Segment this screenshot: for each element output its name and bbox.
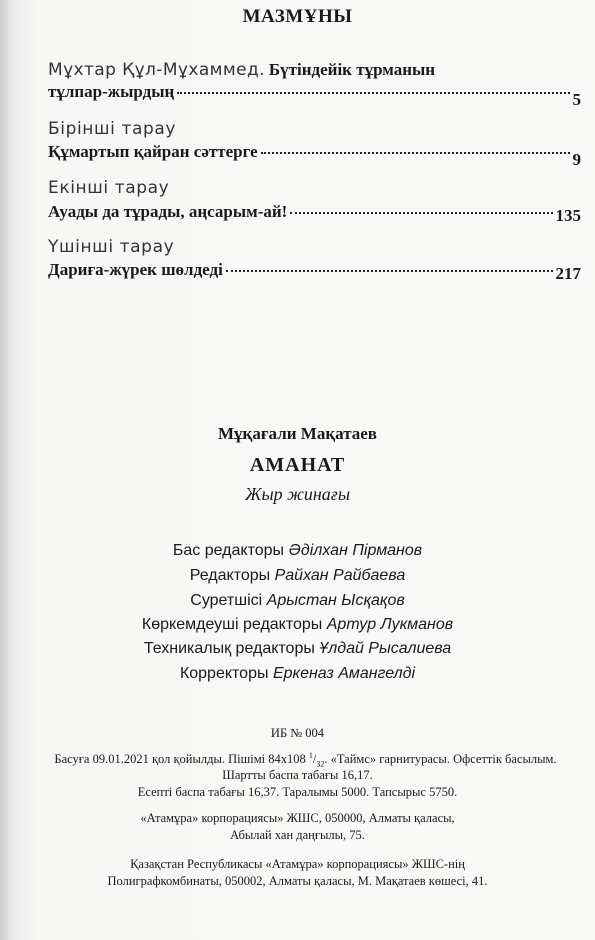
publisher-line-2: Абылай хан даңғылы, 75. <box>230 828 365 842</box>
format-fraction-denominator: 32 <box>316 759 325 769</box>
dot-leader <box>226 270 553 272</box>
credit-name: Еркеназ Амангелді <box>272 665 416 682</box>
credit-name: Әділхан Пірманов <box>288 542 423 559</box>
toc-entry-1-title-line2: тұлпар-жырдың <box>48 82 175 101</box>
toc-entry-2-line <box>48 142 581 169</box>
toc-entry-2-label: Бірінші тарау <box>48 119 177 139</box>
credit-line-2 <box>0 567 595 585</box>
toc-entry-1-heading <box>48 60 435 80</box>
toc-entry-4-page: 217 <box>555 264 581 283</box>
toc-entry-3-title: Ауады да тұрады, аңсарым-ай! <box>48 202 288 221</box>
printer-line-2: Полиграфкомбинаты, 050002, Алматы қаласы, М. Мақатаев көшесі, 41. <box>107 874 488 888</box>
print-details-line-2: Шартты баспа табағы 16,17. <box>222 768 373 782</box>
toc-entry-3-line <box>48 202 581 225</box>
print-details-part2: . «Таймс» гарнитурасы. Офсеттік басылым. <box>324 752 557 767</box>
credit-role: Редакторы <box>189 567 271 584</box>
credit-line-6 <box>0 665 595 683</box>
ib-number: ИБ № 004 <box>270 726 325 740</box>
credit-name: Арыстан Ысқақов <box>266 592 405 609</box>
toc-entry-4-title: Дариға-жүрек шөлдеді <box>48 260 223 279</box>
colophon-book-title: АМАНАТ <box>249 454 346 476</box>
credit-line-4 <box>0 616 595 634</box>
credit-role: Көркемдеуші редакторы <box>141 616 323 633</box>
publisher-line-1: «Атамұра» корпорациясы» ЖШС, 050000, Алматы қаласы, <box>140 811 455 825</box>
credit-name: Райхан Райбаева <box>274 567 406 584</box>
print-details-line-1: Басуға 09.01.2021 қол қойылды. Пішімі 84х108 $^1/_{32}$. «Таймс» гарнитурасы. Офсеттік басылым. <box>54 751 557 769</box>
credit-line-3 <box>0 592 595 610</box>
toc-title: МАЗМҰНЫ <box>242 6 353 27</box>
credit-role: Техникалық редакторы <box>143 640 315 657</box>
toc-entry-1-line <box>48 82 581 109</box>
toc-entry-4-label: Үшінші тарау <box>48 237 175 257</box>
toc-entry-4-line <box>48 260 581 283</box>
toc-entry-1-page: 5 <box>572 90 581 109</box>
print-details-line-3: Есепті баспа табағы 16,37. Таралымы 5000. Тапсырыс 5750. <box>137 785 458 799</box>
credit-role: Суретшісі <box>190 592 263 609</box>
dot-leader <box>261 152 570 154</box>
print-details-part1: Басуға 09.01.2021 қол қойылды. Пішімі 84х108 <box>54 752 309 767</box>
credit-role: Корректоры <box>179 665 269 682</box>
dot-leader <box>177 92 569 94</box>
format-fraction-numerator: 1 <box>308 751 313 760</box>
credit-name: Ұлдай Рысалиева <box>319 640 452 657</box>
toc-entry-2-page: 9 <box>572 150 581 169</box>
printer-line-1: Қазақстан Республикасы «Атамұра» корпорациясы» ЖШС-нің <box>130 857 465 871</box>
toc-entry-1-title-line1: Бүтіндейік тұрманын <box>268 60 436 79</box>
colophon-author: Мұқағали Мақатаев <box>218 424 377 443</box>
colophon-subtitle: Жыр жинағы <box>244 484 351 504</box>
toc-entry-1-author: Мұхтар Құл-Мұхаммед. <box>48 60 265 80</box>
credit-name: Артур Лукманов <box>326 616 454 633</box>
credit-line-5 <box>0 640 595 658</box>
toc-entry-3-page: 135 <box>555 206 581 225</box>
toc-entry-3-label: Екінші тарау <box>48 178 170 198</box>
credit-role: Бас редакторы <box>172 542 285 559</box>
dot-leader <box>290 212 552 214</box>
toc-entry-2-title: Құмартып қайран сәттерге <box>48 142 258 161</box>
credit-line-1 <box>0 542 595 560</box>
